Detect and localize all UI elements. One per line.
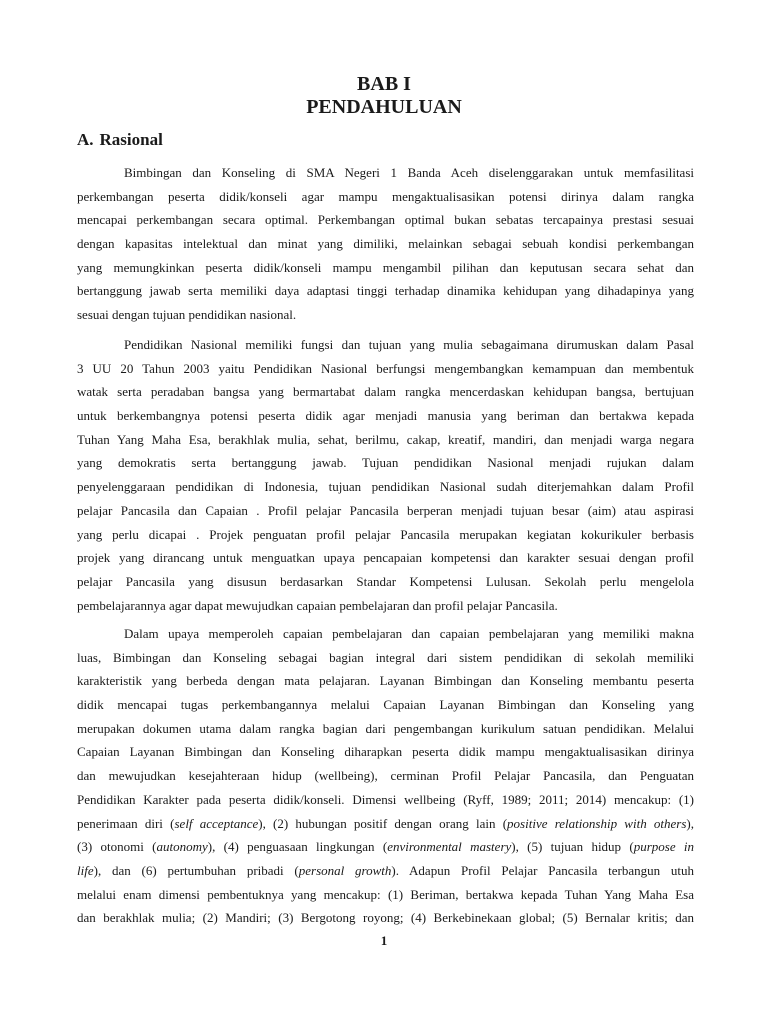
paragraph-line: sesuai dengan tujuan pendidikan nasional. <box>77 307 297 323</box>
text-run: ), <box>686 815 694 831</box>
paragraph-line: karakteristik yang berbeda dengan mata pelajaran. Layanan Bimbingan dan Konseling membantu peserta <box>77 673 694 689</box>
paragraph-line: dengan kapasitas intelektual dan minat yang dimiliki, melainkan sebagai sebuah kondisi perkembangan <box>77 236 694 252</box>
paragraph-line: luas, Bimbingan dan Konseling sebagai bagian integral dari sistem pendidikan di sekolah memiliki <box>77 649 694 665</box>
paragraph-line: pembelajarannya agar dapat mewujudkan capaian pembelajaran dan profil pelajar Pancasila. <box>77 597 558 613</box>
paragraph-line: melalui enam dimensi pembentuknya yang mencakup: (1) Beriman, bertakwa kepada Tuhan Yang Maha Esa <box>77 886 694 902</box>
chapter-title: PENDAHULUAN <box>306 96 462 118</box>
paragraph-line <box>77 835 694 859</box>
italic-term: personal growth <box>298 862 392 878</box>
section-letter: A. <box>77 130 94 149</box>
paragraph-line: yang memungkinkan peserta didik/konseli mampu mengambil pilihan dan keputusan secara sehat dan <box>77 259 694 275</box>
paragraph-line: Pendidikan Karakter pada peserta didik/konseli. Dimensi wellbeing (Ryff, 1989; 2011; 2014) mencakup: (1) <box>77 791 694 807</box>
paragraph-line: pelajar Pancasila dan Capaian . Profil pelajar Pancasila berperan menjadi tujuan besar (aim) atau aspirasi <box>77 502 694 518</box>
section-title: Rasional <box>99 130 163 149</box>
text-run: penerimaan diri ( <box>77 815 175 831</box>
paragraph-line: Capaian Layanan Bimbingan dan Konseling diharapkan peserta didik mampu mengaktualisasikan dirinya <box>77 744 694 760</box>
italic-term: life <box>77 862 94 878</box>
text-run: ), dan (6) pertumbuhan pribadi ( <box>93 862 299 878</box>
italic-term: positive relationship with others <box>507 815 687 831</box>
paragraph-line: Dalam upaya memperoleh capaian pembelajaran dan capaian pembelajaran yang memiliki makna <box>124 626 694 641</box>
italic-term: self acceptance <box>174 815 259 831</box>
page-number: 1 <box>380 933 388 948</box>
italic-term: environmental mastery <box>387 839 512 855</box>
paragraph-line: bertanggung jawab serta memiliki daya adaptasi tinggi terhadap dinamika kehidupan yang dihadapinya yang <box>77 283 694 299</box>
italic-term: purpose in <box>633 839 694 855</box>
paragraph-line: didik mencapai tugas perkembangannya melalui Capaian Layanan Bimbingan dan Konseling yang <box>77 697 694 713</box>
text-run: (3) otonomi ( <box>77 839 157 855</box>
paragraph-3 <box>77 622 694 930</box>
text-run: ), (4) penguasaan lingkungan ( <box>207 839 388 855</box>
text-run: ). Adapun Profil Pelajar Pancasila terbangun utuh <box>391 862 694 878</box>
paragraph-1 <box>77 161 694 327</box>
paragraph-line: Pendidikan Nasional memiliki fungsi dan tujuan yang mulia sebagaimana dirumuskan dalam Pasal <box>124 337 694 352</box>
paragraph-line: pelajar Pancasila yang disusun berdasarkan Standar Kompetensi Lulusan. Sekolah perlu mengelola <box>77 573 694 589</box>
section-heading <box>77 130 169 150</box>
paragraph-line: untuk berkembangnya potensi peserta didik agar menjadi manusia yang beriman dan bertakwa kepada <box>77 408 694 424</box>
paragraph-line: yang demokratis serta bertanggung jawab. Tujuan pendidikan Nasional menjadi rujukan dalam <box>77 455 694 471</box>
paragraph-line: 3 UU 20 Tahun 2003 yaitu Pendidikan Nasional berfungsi mengembangkan kemampuan dan membentuk <box>77 360 694 376</box>
chapter-label: BAB I <box>357 73 411 95</box>
paragraph-line <box>77 812 694 836</box>
paragraph-line <box>77 859 694 883</box>
italic-term: autonomy <box>156 839 208 855</box>
paragraph-line: merupakan dokumen utama dalam rangka bagian dari pengembangan kurikulum satuan pendidikan. Melalui <box>77 720 694 736</box>
paragraph-2 <box>77 333 694 617</box>
paragraph-line: watak serta peradaban bangsa yang bermartabat dalam rangka mencerdaskan kehidupan bangsa, bertujuan <box>77 384 694 400</box>
paragraph-line: perkembangan peserta didik/konseli agar mampu mengaktualisasikan potensi dirinya dalam rangka <box>77 188 694 204</box>
paragraph-line: dan berakhlak mulia; (2) Mandiri; (3) Bergotong royong; (4) Berkebinekaan global; (5) Bernalar kritis; dan <box>77 910 694 926</box>
paragraph-line: Bimbingan dan Konseling di SMA Negeri 1 Banda Aceh diselenggarakan untuk memfasilitasi <box>124 165 694 180</box>
text-run: ), (5) tujuan hidup ( <box>511 839 634 855</box>
paragraph-line: Tuhan Yang Maha Esa, berakhlak mulia, sehat, berilmu, cakap, kreatif, mandiri, dan menjadi warga negara <box>77 431 694 447</box>
paragraph-line: yang perlu dicapai . Projek penguatan profil pelajar Pancasila merupakan kegiatan kokurikuler berbasis <box>77 526 694 542</box>
paragraph-line: projek yang dirancang untuk menguatkan upaya pencapaian kompetensi dan karakter sesuai dengan profil <box>77 550 694 566</box>
paragraph-line: penyelenggaraan pendidikan di Indonesia, tujuan pendidikan Nasional sudah diterjemahkan dalam Profil <box>77 479 694 495</box>
paragraph-line: dan mewujudkan kesejahteraan hidup (wellbeing), cerminan Profil Pelajar Pancasila, dan Penguatan <box>77 768 694 784</box>
text-run: ), (2) hubungan positif dengan orang lain ( <box>258 815 508 831</box>
paragraph-line: mencapai perkembangan secara optimal. Perkembangan optimal bukan sebatas tercapainya prestasi sesuai <box>77 212 694 228</box>
